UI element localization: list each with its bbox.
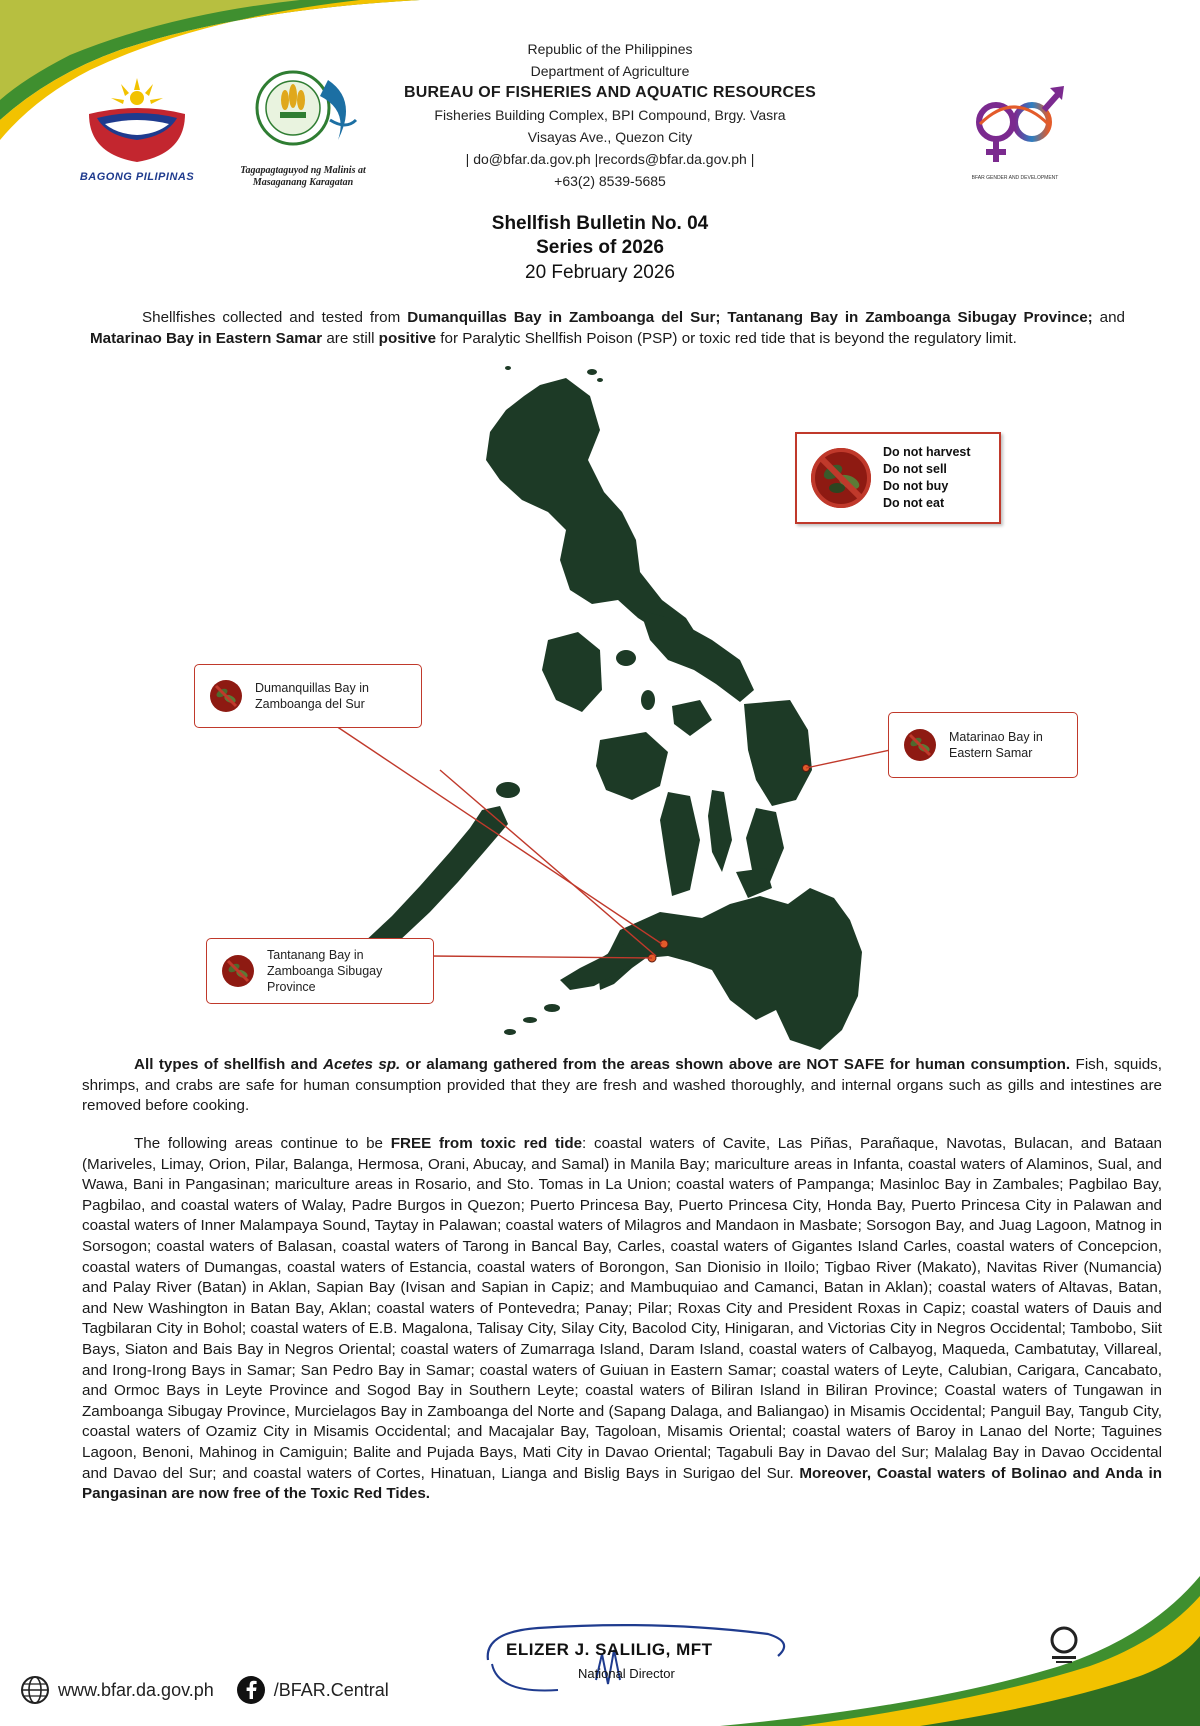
callout-tantanang-line-2: Zamboanga Sibugay [267,964,383,978]
bagong-pilipinas-caption: BAGONG PILIPINAS [79,171,195,183]
certification-seal-icon [1042,1622,1086,1666]
bulletin-date: 20 February 2026 [525,262,675,283]
signature-scribble-icon [478,1620,798,1700]
map-mindanao [598,888,862,1050]
callout-matarinao-line-1: Matarinao Bay in [949,730,1043,744]
facebook-link[interactable]: /BFAR.Central [273,1679,389,1700]
map-cebu [708,790,732,872]
notice-bold-1: All types of shellfish and [134,1056,324,1073]
email-line: | do@bfar.da.gov.ph |records@bfar.da.gov.ph | [465,151,755,167]
map-masbate [672,700,712,736]
certification-mark [1040,1622,1088,1671]
notice-bold-2: or alamang gathered from the areas shown above are NOT SAFE for human consumption. [400,1056,1071,1073]
map-romblon [641,690,655,710]
map-negros [660,792,700,896]
map-samar [744,700,812,806]
website-link[interactable]: www.bfar.da.gov.ph [58,1679,214,1700]
bureau-name: BUREAU OF FISHERIES AND AQUATIC RESOURCES [403,84,817,101]
warning-list [883,444,971,512]
intro-text-2: and [1092,309,1125,326]
warning-item: Do not buy [883,479,949,493]
map-busuanga [496,782,520,798]
map-mindoro [542,632,602,712]
shellfish-marker-icon [209,679,243,713]
map-marinduque [616,650,636,666]
facebook-icon [236,1675,266,1705]
intro-text-4: for Paralytic Shellfish Poison (PSP) or toxic red tide that is beyond the regulatory limit. [436,329,1017,347]
intro-areas-bold-2: Matarinao Bay in Eastern Samar [90,329,323,347]
shellfish-marker-icon [903,728,937,762]
da-slogan-line-1: Tagapagtaguyod ng Malinis at [240,165,366,176]
safety-notice-paragraph [82,1055,1162,1117]
callout-dumanquillas [194,664,422,728]
callout-matarinao-line-2: Eastern Samar [949,746,1033,760]
warning-item: Do not harvest [883,445,971,459]
shellfish-marker-icon [221,954,255,988]
warning-box [795,432,1001,524]
warning-item: Do not sell [883,462,947,476]
address-line-2: Visayas Ave., Quezon City [527,129,693,145]
intro-text-1: Shellfishes collected and tested from [142,309,408,326]
map-bicol [640,610,754,702]
intro-areas-bold-1: Dumanquillas Bay in Zamboanga del Sur; Tantanang Bay in Zamboanga Sibugay Province; [407,309,1093,326]
callout-matarinao [888,712,1078,778]
intro-text-3: are still [322,329,379,347]
free-areas-text-1: The following areas continue to be [134,1135,391,1152]
notice-species-italic: Acetes sp. [323,1056,401,1073]
gad-caption: BFAR GENDER AND DEVELOPMENT [971,175,1059,181]
bulletin-series: Series of 2026 [536,237,664,258]
free-areas-bold-1: FREE from toxic red tide [390,1135,583,1152]
callout-dumanquillas-line-2: Zamboanga del Sur [255,697,365,711]
intro-positive-bold: positive [378,329,437,347]
callout-dumanquillas-line-1: Dumanquillas Bay in [255,681,369,695]
bulletin-title: Shellfish Bulletin No. 04 [491,213,709,234]
footer-facebook[interactable] [236,1675,389,1705]
map-panay [596,732,668,800]
free-areas-list: : coastal waters of Cavite, Las Piñas, Parañaque, Navotas, Bulacan, and Bataan (Mariveles, Limay, Orion, Pilar, Balanga, Hermosa, Orani, Abucay, and Samal) in Manila Bay; mariculture areas in Infanta, coastal waters of Alaminos, Sual, and Wawa, Bani in Pangasinan; mariculture areas in Rosario, and Sto. Tomas in La Union; coastal waters of Pampanga; Masinloc Bay in Zambales; Pagbilao Bay, Pagbilao, and coastal waters of Walay, Padre Burgos in Quezon; Puerto Princesa Bay, Puerto Princesa City, Honda Bay, Puerto Princesa City in Palawan and coastal waters of Inner Malampaya Sound, Taytay in Palawan; coastal waters of Milagros and Mandaon in Masbate; Sorsogon Bay, and Juag Lagoon, Matnog in Sorsogon; coastal waters of Balasan, coastal waters of Tarong in Bancal Bay, Carles, coastal waters of Gigantes Island Carles, coastal waters of Concepcion, coastal waters of Dumangas, coastal waters of Estancia, coastal waters of Borongon, San Dionisio in Iloilo; Tigbao River (Makato), Navitas River (Numancia) and Palay River (Batan) in Aklan, Sapian Bay (Ivisan and Sapian in Capiz; and Mambuquiao and Camanci, Batan in Aklan); coastal waters of Altavas, Batan, and New Washington in Batan Bay, Aklan; coastal waters of Pontevedra; Panay; Pilar; Roxas City and President Roxas in Capiz; coastal waters of Dauis and Tagbilaran City in Bohol; coastal waters of E.B. Magalona, Talisay City, Silay City, Bacolod City, Hinigaran, and Victorias City in Negros Occidental; Tambobo, Siit Bays, Siaton and Bais Bay in Negros Oriental; coastal waters of Zumarraga Island, Daram Island, coastal waters of Calbayog, Maqueda, Cambatutay, Villareal, and Irong-Irong Bays in Samar; San Pedro Bay in Samar; coastal waters of Guiuan in Eastern Samar; coastal waters of Leyte, Calubian, Carigara, Cancabato, and Ormoc Bays in Leyte Province and Sogod Bay in Southern Leyte; coastal waters of Biliran Island in Biliran Province; Coastal waters of Tungawan in Zamboanga Sibugay Province, Murcielagos Bay in Zamboanga del Norte and (Sapang Dalaga, and Baliangao) in Misamis Occidental; Panguil Bay, Tangub City, coastal waters of Ozamiz City in Misamis Occidental; and Macajalar Bay, Tagoloan, Misamis Oriental; coastal waters of Baroy in Lanao del Norte; Taguines Lagoon, Benoni, Mahinog in Camiguin; Balite and Pujada Bays, Mati City in Davao Oriental; Tagabuli Bay in Davao del Sur; Malalag Bay in Davao Occidental and Davao del Sur; and coastal waters of Cortes, Hinatuan, Lianga and Bislig Bays in Surigao del Sur. [82,1135,1162,1482]
address-line-1: Fisheries Building Complex, BPI Compound, Brgy. Vasra [434,107,786,123]
warning-item: Do not eat [883,496,945,510]
shellfish-prohibited-icon [809,446,873,510]
callout-tantanang-line-3: Province [267,980,316,994]
callout-tantanang-line-1: Tantanang Bay in [267,948,364,962]
footer [20,1675,411,1705]
phone-line: +63(2) 8539-5685 [554,173,666,189]
republic-line: Republic of the Philippines [527,41,693,57]
globe-icon [20,1675,50,1705]
free-areas-paragraph [82,1134,1162,1505]
department-line: Department of Agriculture [530,63,690,79]
signature-block [478,1620,798,1700]
signatory-name: ELIZER J. SALILIG, MFT [506,1640,713,1659]
da-slogan-line-2: Masaganang Karagatan [252,177,354,188]
notice-text: Fish, squids, shrimps, and crabs are safe for human consumption provided that they are fresh and washed thoroughly, and internal organs such as gills and intestines are removed before cooking. [82,1056,1162,1115]
footer-website[interactable] [20,1675,214,1705]
signatory-title: National Director [578,1666,675,1681]
map-luzon [486,378,700,652]
callout-tantanang [206,938,434,1004]
map-bohol [736,868,772,898]
free-areas-bold-2: Moreover, Coastal waters of Bolinao and Anda in Pangasinan are now free of the Toxic Red Tides. [82,1464,1162,1503]
